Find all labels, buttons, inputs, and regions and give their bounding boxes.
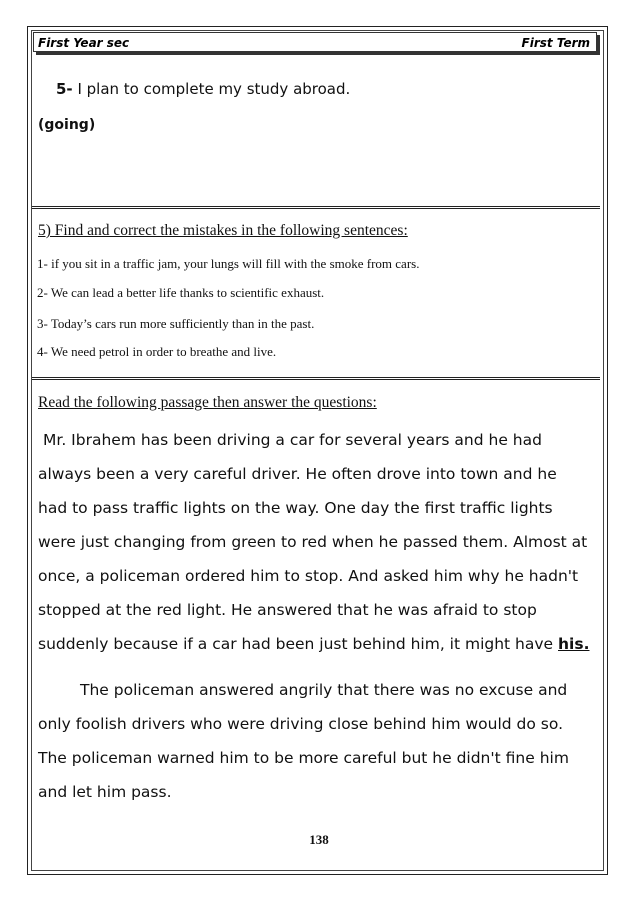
passage-line-4: were just changing from green to red when he passed them. Almost at bbox=[38, 533, 588, 551]
mistake-item-4: 4- We need petrol in order to breathe and live. bbox=[37, 344, 277, 359]
passage-line-9: only foolish drivers who were driving close behind him would do so. bbox=[38, 715, 564, 733]
page-border-inner bbox=[31, 30, 604, 871]
mistake-item-3: 3- Today’s cars run more sufficiently than in the past. bbox=[37, 316, 315, 331]
passage-line-11: and let him pass. bbox=[38, 783, 172, 801]
question-5-number: 5- bbox=[56, 80, 73, 98]
mistake-item-2: 2- We can lead a better life thanks to scientific exhaust. bbox=[37, 285, 325, 300]
section-divider-1 bbox=[32, 206, 600, 209]
passage-line-5: once, a policeman ordered him to stop. And asked him why he hadn't bbox=[38, 567, 579, 585]
question-5 bbox=[56, 80, 350, 98]
mistake-item-1: 1- if you sit in a traffic jam, your lungs will fill with the smoke from cars. bbox=[37, 256, 420, 271]
passage-line-1: Mr. Ibrahem has been driving a car for several years and he had bbox=[43, 431, 542, 449]
header-left: First Year sec bbox=[38, 36, 130, 50]
question-5-text: I plan to complete my study abroad. bbox=[72, 80, 351, 98]
passage-line-3: had to pass traffic lights on the way. One day the first traffic lights bbox=[38, 499, 553, 517]
question-5-hint: (going) bbox=[38, 117, 96, 133]
passage-line-7-text: suddenly because if a car had been just behind him, it might have bbox=[38, 635, 559, 653]
passage-line-8: The policeman answered angrily that there was no excuse and bbox=[80, 681, 568, 699]
mistakes-heading: 5) Find and correct the mistakes in the following sentences: bbox=[38, 222, 408, 239]
passage-line-10: The policeman warned him to be more careful but he didn't fine him bbox=[38, 749, 569, 767]
page-number: 138 bbox=[309, 832, 329, 847]
passage-heading: Read the following passage then answer the questions: bbox=[38, 394, 377, 411]
page-header bbox=[33, 32, 597, 52]
section-divider-2 bbox=[32, 377, 600, 380]
header-right: First Term bbox=[521, 36, 590, 50]
passage-line-2: always been a very careful driver. He often drove into town and he bbox=[38, 465, 557, 483]
passage-line-6: stopped at the red light. He answered that he was afraid to stop bbox=[38, 601, 537, 619]
passage-underlined-word: his. bbox=[558, 635, 590, 653]
passage-line-7 bbox=[38, 635, 589, 653]
